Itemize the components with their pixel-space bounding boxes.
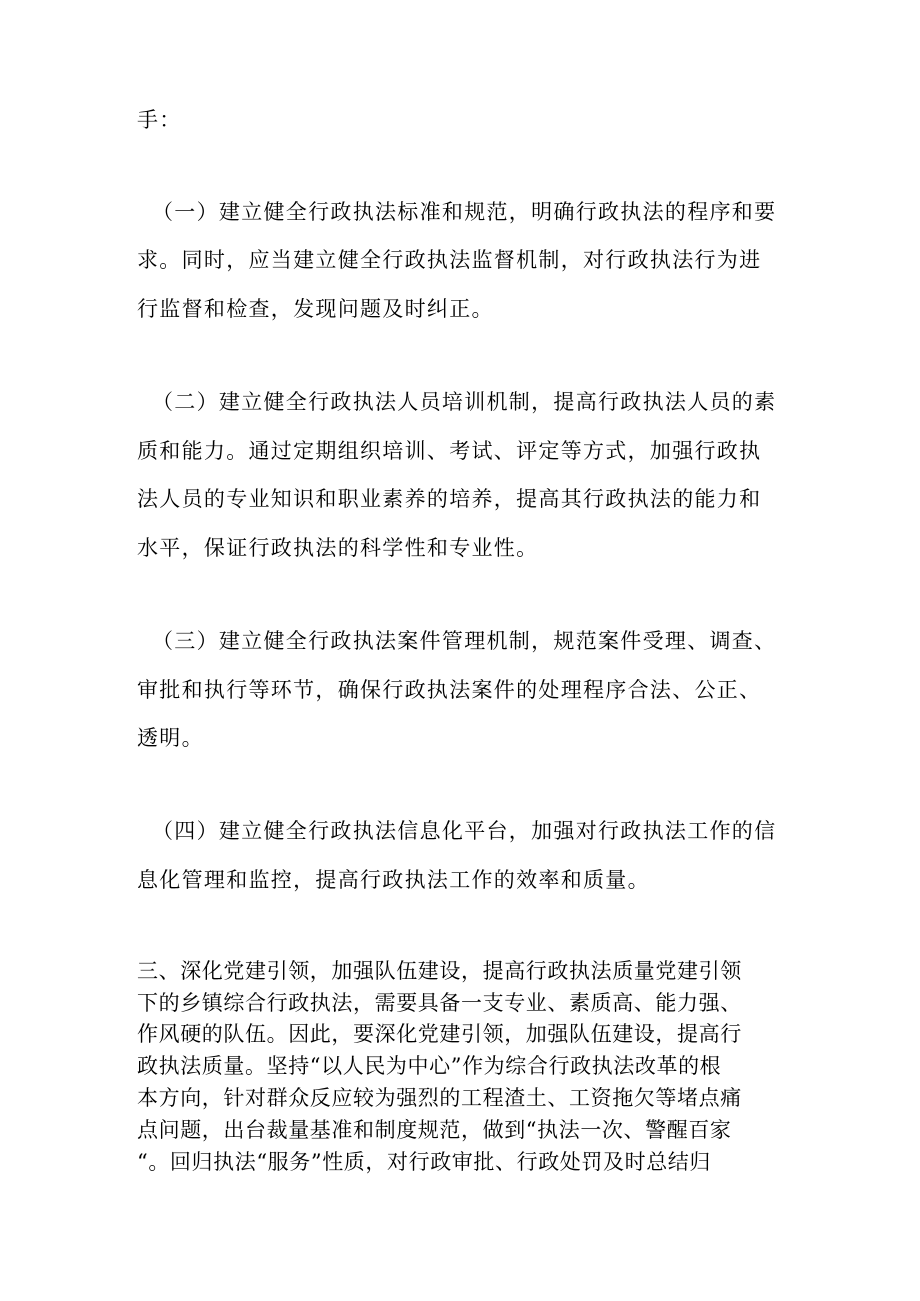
text-line: （二）建立健全行政执法人员培训机制，提高行政执法人员的素 xyxy=(152,390,777,414)
text-line: 政执法质量。坚持“以人民为中心”作为综合行政执法改革的根 xyxy=(137,1054,722,1078)
text-line: 下的乡镇综合行政执法，需要具备一支专业、素质高、能力强、 xyxy=(137,991,742,1015)
text-line: 质和能力。通过定期组织培训、考试、评定等方式，加强行政执 xyxy=(137,439,762,463)
text-line: 审批和执行等环节，确保行政执法案件的处理程序合法、公正、 xyxy=(137,678,762,702)
text-line: 水平，保证行政执法的科学性和专业性。 xyxy=(137,536,539,560)
text-line: 行监督和检查，发现问题及时纠正。 xyxy=(137,297,494,321)
text-line: 三、深化党建引领，加强队伍建设，提高行政执法质量党建引领 xyxy=(137,959,742,983)
text-line: 作风硬的队伍。因此，要深化党建引领，加强队伍建设，提高行 xyxy=(137,1022,742,1046)
text-line: （四）建立健全行政执法信息化平台，加强对行政执法工作的信 xyxy=(152,819,777,843)
text-line: （三）建立健全行政执法案件管理机制，规范案件受理、调查、 xyxy=(152,629,777,653)
text-line: （一）建立健全行政执法标准和规范，明确行政执法的程序和要 xyxy=(152,200,777,224)
text-line: “。回归执法“服务”性质，对行政审批、行政处罚及时总结归 xyxy=(137,1150,712,1174)
text-line: 本方向，针对群众反应较为强烈的工程渣土、工资拖欠等堵点痛 xyxy=(137,1086,742,1110)
text-line: 透明。 xyxy=(137,726,204,750)
text-line: 点问题，出台裁量基准和制度规范，做到“执法一次、警醒百家 xyxy=(137,1118,732,1142)
text-line: 手： xyxy=(137,108,182,132)
text-line: 法人员的专业知识和职业素养的培养，提高其行政执法的能力和 xyxy=(137,487,762,511)
text-line: 息化管理和监控，提高行政执法工作的效率和质量。 xyxy=(137,868,650,892)
text-line: 求。同时，应当建立健全行政执法监督机制，对行政执法行为进 xyxy=(137,248,762,272)
